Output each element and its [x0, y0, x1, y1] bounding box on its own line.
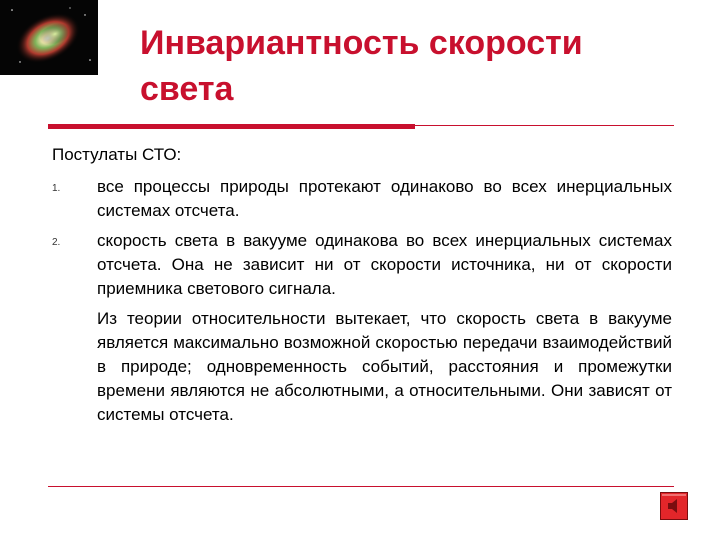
postulate-text: все процессы природы протекают одинаково во всех инерциальных системах отсчета. — [97, 177, 672, 220]
title-line-1: Инвариантность скорости — [140, 24, 583, 62]
title-divider — [48, 124, 674, 128]
postulate-item — [52, 229, 672, 301]
title-line-2: света — [140, 70, 234, 108]
postulate-item — [52, 175, 672, 223]
speaker-return-icon[interactable] — [660, 492, 688, 520]
footer-divider — [48, 486, 674, 487]
slide-body — [52, 143, 672, 427]
nebula-graphic — [0, 0, 98, 75]
postulates-heading: Постулаты СТО: — [52, 145, 182, 164]
list-number: 1. — [52, 183, 61, 194]
conclusion-paragraph: Из теории относительности вытекает, что скорость света в вакууме является максимально возможной скоростью передачи взаимодействий в природе; одновременность событий, расстояния и промежутки времени являются не абсолютными, а относительными. Они зависят от системы отсчета. — [97, 309, 672, 424]
postulate-text: скорость света в вакууме одинакова во всех инерциальных системах отсчета. Она не зависит ни от скорости источника, ни от скорости приемника светового сигнала. — [97, 231, 672, 298]
slide-title — [140, 20, 700, 112]
divider-thick-bar — [48, 124, 415, 129]
nebula-image — [0, 0, 98, 75]
list-number: 2. — [52, 237, 61, 248]
nav-button-graphic — [660, 492, 688, 520]
